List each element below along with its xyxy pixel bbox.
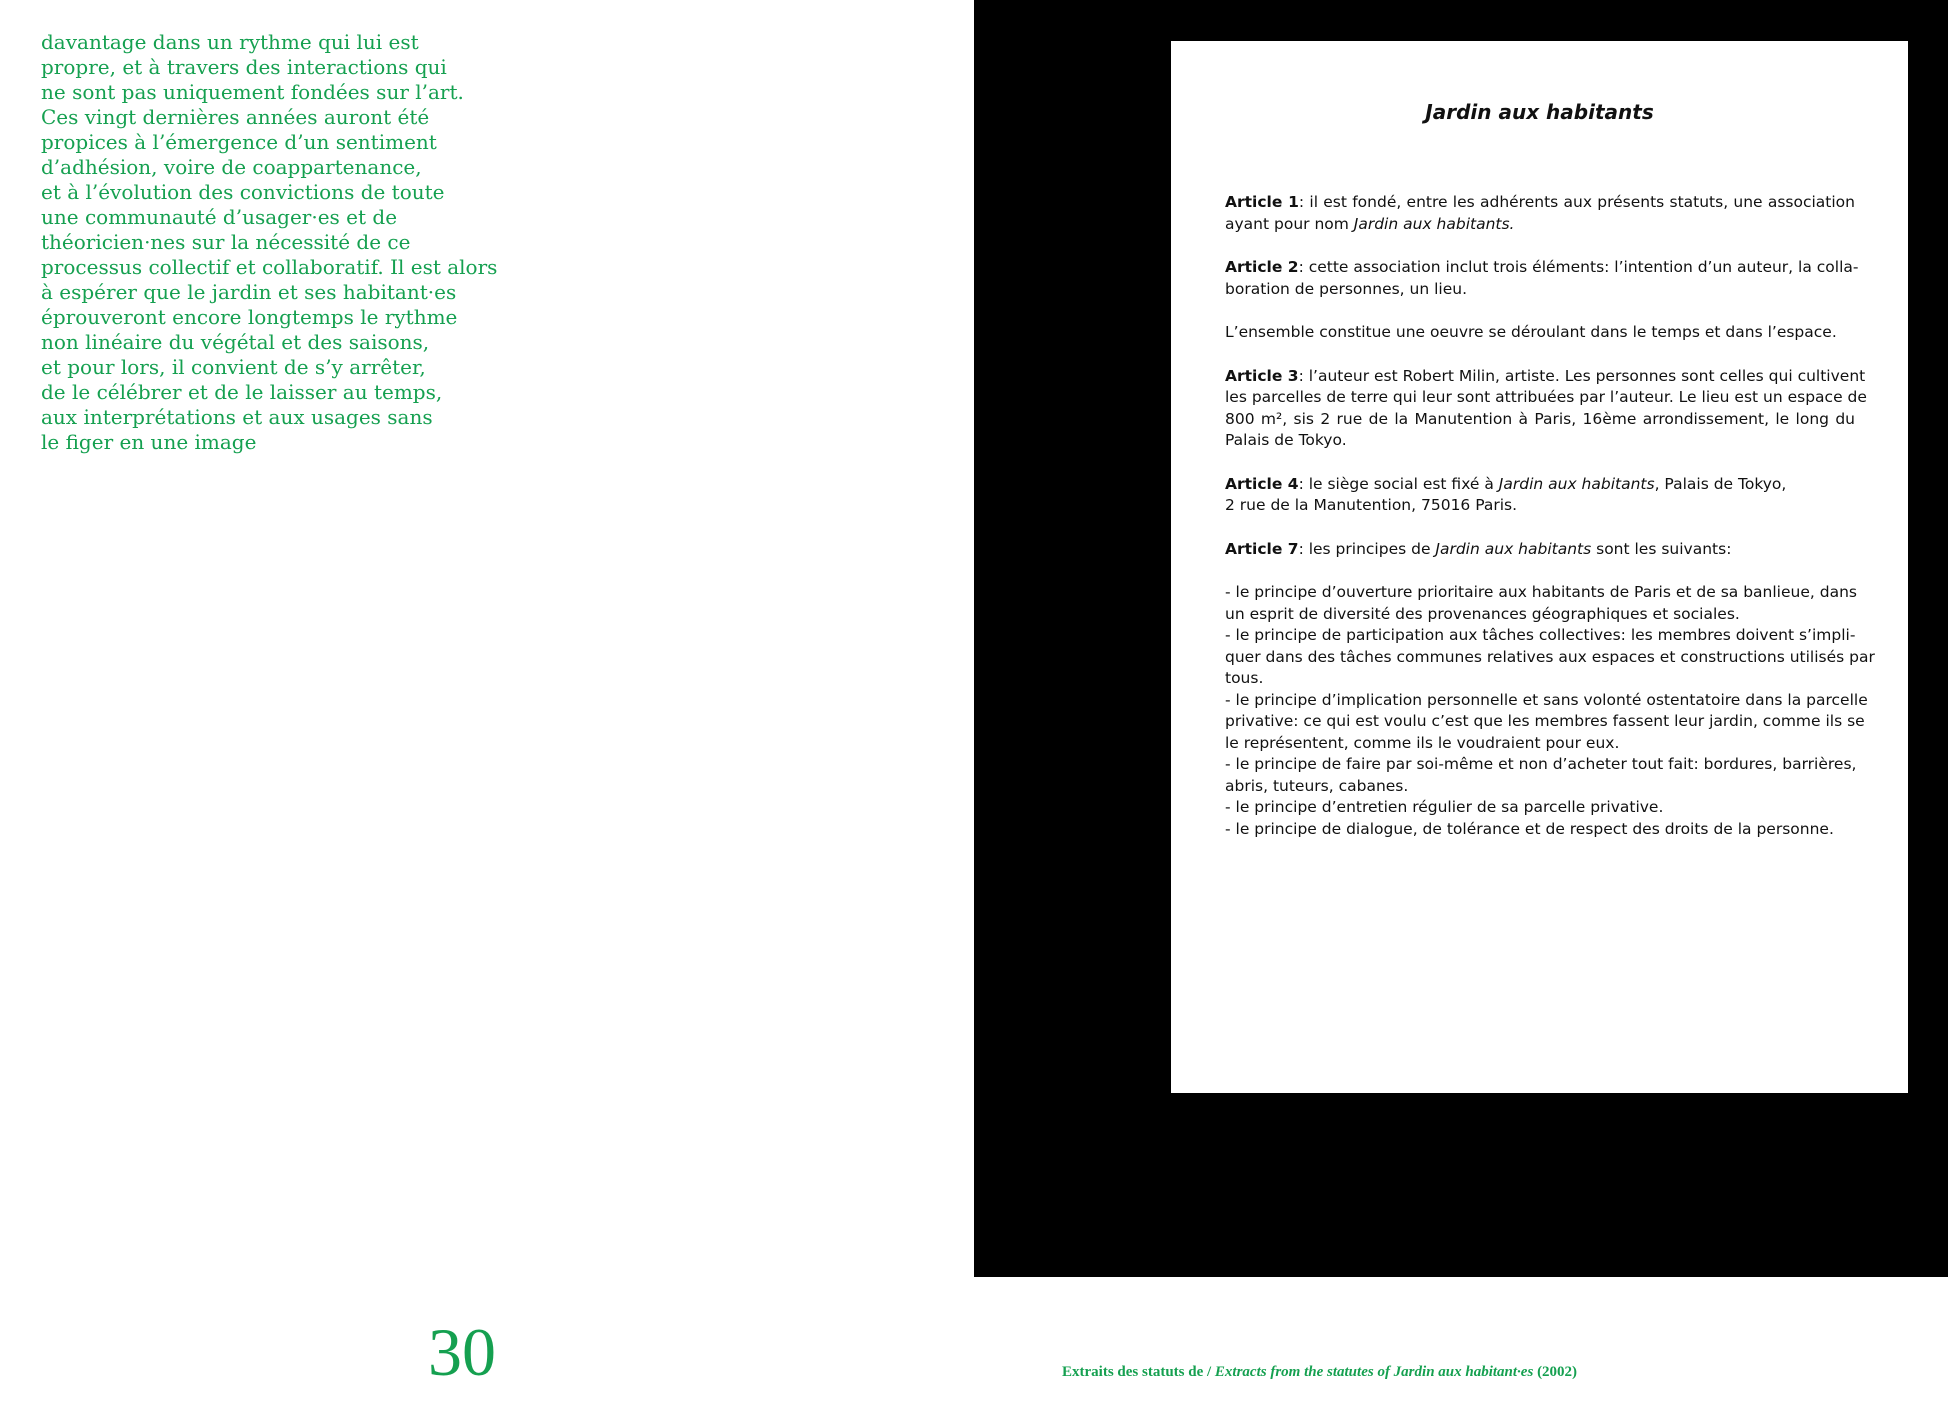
body-line: et à l’évolution des convictions de toute	[41, 180, 445, 204]
article-7-line	[1225, 539, 1855, 561]
article-4-label: Article 4	[1225, 474, 1299, 493]
article-4-line	[1225, 474, 1855, 496]
principles-list	[1225, 582, 1875, 840]
article-7-italic: Jardin aux habitants	[1435, 539, 1592, 558]
ensemble-paragraph	[1225, 322, 1855, 344]
principle-line: quer dans des tâches communes relatives aux espaces et constructions utilisés par	[1225, 647, 1875, 666]
article-4-text: , Palais de Tokyo,	[1654, 474, 1787, 493]
ensemble-line: L’ensemble constitue une oeuvre se déroulant dans le temps et dans l’espace.	[1225, 323, 1837, 341]
caption-english: Extracts from the statutes of Jardin aux habitant·es	[1214, 1364, 1534, 1380]
principle-line: le représentent, comme ils le voudraient pour eux.	[1225, 733, 1620, 752]
principle-line: - le principe d’entretien régulier de sa parcelle privative.	[1225, 798, 1664, 816]
body-line: de le célébrer et de le laisser au temps,	[41, 380, 443, 404]
article-3-line	[1225, 366, 1866, 388]
principle-line: abris, tuteurs, cabanes.	[1225, 776, 1409, 795]
article-1-text: : il est fondé, entre les adhérents aux présents statuts, une association	[1298, 193, 1855, 211]
image-caption	[1062, 1363, 1577, 1381]
statutes-document-sheet	[1171, 41, 1908, 1093]
body-line: à espérer que le jardin et ses habitant·es	[41, 280, 457, 304]
article-3-line: Palais de Tokyo.	[1225, 431, 1347, 449]
article-1-line	[1225, 192, 1855, 214]
article-7-label: Article 7	[1225, 539, 1299, 558]
body-line: non linéaire du végétal et des saisons,	[41, 330, 430, 354]
article-3-text: : l’auteur est Robert Milin, artiste. Les personnes sont celles qui cultivent	[1298, 366, 1866, 385]
article-3-label: Article 3	[1225, 366, 1299, 385]
body-line: éprouveront encore longtemps le rythme	[41, 305, 458, 329]
article-1-text: ayant pour nom	[1225, 214, 1354, 233]
article-3-line: 800 m², sis 2 rue de la Manutention à Paris, 16ème arrondissement, le long du	[1225, 409, 1855, 428]
body-line: et pour lors, il convient de s’y arrêter,	[41, 355, 426, 379]
document-title: Jardin aux habitants	[1425, 100, 1654, 124]
body-line: théoricien·nes sur la nécessité de ce	[41, 230, 411, 254]
left-page-body-text	[41, 30, 498, 455]
article-3-line: les parcelles de terre qui leur sont attribuées par l’auteur. Le lieu est un espace de	[1225, 388, 1867, 406]
principle-line: - le principe de faire par soi-même et non d’acheter tout fait: bordures, barrières,	[1225, 755, 1857, 773]
body-line: davantage dans un rythme qui lui est	[41, 30, 419, 54]
principle-line: tous.	[1225, 669, 1264, 687]
body-line: ne sont pas uniquement fondées sur l’art.	[41, 80, 464, 104]
article-7-text: : les principes de	[1298, 539, 1436, 558]
principle-line: - le principe de participation aux tâches collectives: les membres doivent s’impli-	[1225, 626, 1856, 644]
article-4	[1225, 474, 1855, 517]
document-body	[1225, 192, 1875, 862]
body-line: aux interprétations et aux usages sans	[41, 405, 433, 429]
article-2-text: : cette association inclut trois éléments: l’intention d’un auteur, la colla-	[1298, 258, 1859, 276]
principle-line: - le principe de dialogue, de tolérance et de respect des droits de la personne.	[1225, 819, 1834, 838]
body-line: propices à l’émergence d’un sentiment	[41, 130, 437, 154]
body-line: Ces vingt dernières années auront été	[41, 105, 430, 129]
principle-line: - le principe d’ouverture prioritaire aux habitants de Paris et de sa banlieue, dans	[1225, 583, 1857, 601]
article-4-line: 2 rue de la Manutention, 75016 Paris.	[1225, 496, 1518, 514]
article-4-italic: Jardin aux habitants	[1498, 474, 1655, 493]
article-1-italic: Jardin aux habitants.	[1353, 214, 1515, 233]
page-number: 30	[428, 1314, 496, 1390]
article-1-label: Article 1	[1225, 193, 1299, 211]
caption-french: Extraits des statuts de /	[1062, 1364, 1215, 1380]
principle-line: un esprit de diversité des provenances géographiques et sociales.	[1225, 604, 1740, 623]
article-7-text: sont les suivants:	[1591, 539, 1732, 558]
caption-year: (2002)	[1533, 1364, 1578, 1380]
body-line: le figer en une image	[41, 430, 257, 454]
article-7	[1225, 539, 1855, 561]
article-1-line	[1225, 214, 1855, 236]
article-2	[1225, 257, 1859, 300]
principle-line: privative: ce qui est voulu c’est que les membres fassent leur jardin, comme ils se	[1225, 712, 1865, 730]
body-line: processus collectif et collaboratif. Il est alors	[41, 255, 498, 279]
article-3	[1225, 366, 1867, 452]
principle-line: - le principe d’implication personnelle et sans volonté ostentatoire dans la parcelle	[1225, 690, 1868, 709]
article-2-line	[1225, 257, 1859, 279]
body-line: d’adhésion, voire de coappartenance,	[41, 155, 422, 179]
body-line: propre, et à travers des interactions qui	[41, 55, 447, 79]
article-2-line: boration de personnes, un lieu.	[1225, 279, 1468, 298]
body-line: une communauté d’usager·es et de	[41, 205, 398, 229]
article-4-text: : le siège social est fixé à	[1298, 474, 1499, 493]
article-1	[1225, 192, 1855, 235]
article-2-label: Article 2	[1225, 258, 1299, 276]
